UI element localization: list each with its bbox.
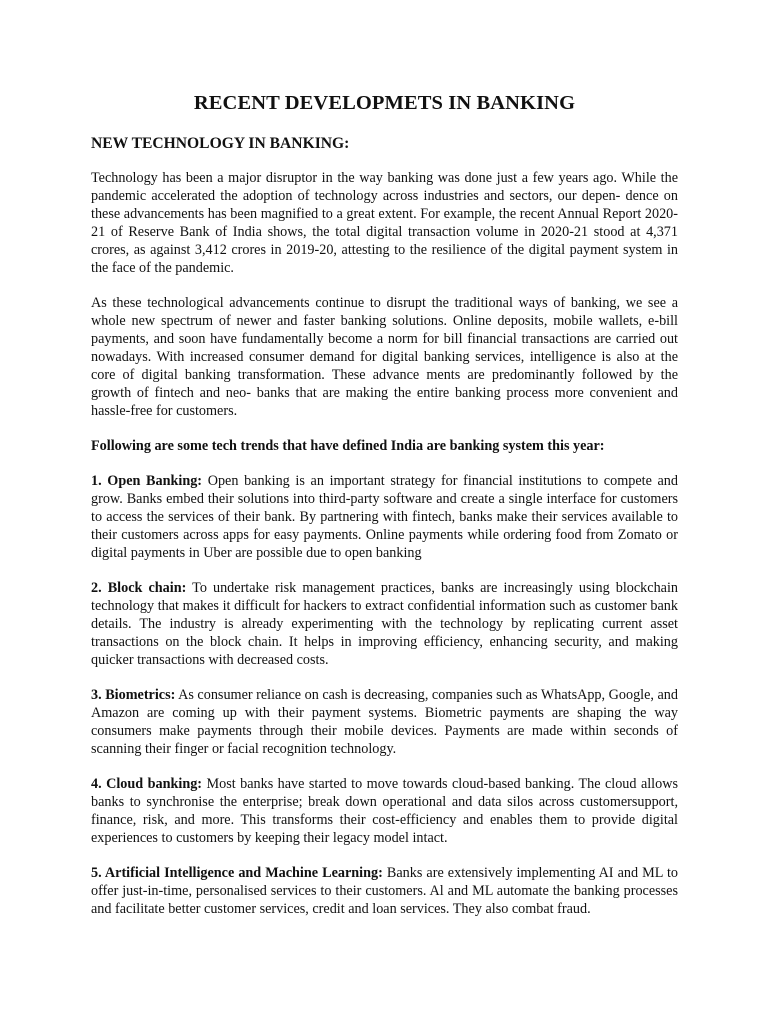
document-title: RECENT DEVELOPMETS IN BANKING xyxy=(193,92,576,114)
trend-body: Most banks have started to move towards cloud-based banking. The cloud allows banks to synchronise the enterprise; break down operational and data silos across customersupport, finance, risk, and more. This transforms their cost-efficiency and enables them to provide digital experiences to customers by keeping their legacy model intact. xyxy=(91,776,678,846)
intro-paragraph-1: Technology has been a major disruptor in the way banking was done just a few years ago. While the pandemic accelerated the adoption of technology across industries and sectors, our depen- dence on these advancements has been magnified to a great extent. For example, the recent Annual Report 2020-21 of Reserve Bank of India shows, the total digital transaction volume in 2020-21 stood at 4,371 crores, as against 3,412 crores in 2019-20, attesting to the resilience of the digital payment system in the face of the pandemic. xyxy=(91,170,678,276)
trend-cloud-banking xyxy=(91,775,678,847)
trend-title: 5. Artificial Intelligence and Machine Learning: xyxy=(91,865,383,881)
trend-biometrics xyxy=(91,686,678,758)
trend-open-banking xyxy=(91,472,678,562)
trends-intro: Following are some tech trends that have defined India are banking system this year: xyxy=(91,438,605,454)
trend-block-chain xyxy=(91,579,678,669)
trend-body: To undertake risk management practices, banks are increasingly using blockchain technology that makes it difficult for hackers to extract confidential information such as customer bank details. The industry is already experimenting with the technology by replicating current asset transactions on the block chain. It helps in improving efficiency, enhancing security, and making quicker transactions with decreased costs. xyxy=(91,580,678,668)
trend-title: 2. Block chain: xyxy=(91,580,187,596)
trend-body: Open banking is an important strategy for financial institutions to compete and grow. Banks embed their solutions into third-party software and create a single interface for customers to access the services of their bank. By partnering with fintech, banks make their services available to their customers across apps for easy payments. Online payments while ordering food from Zomato or digital payments in Uber are possible due to open banking xyxy=(91,473,678,561)
intro-paragraph-2: As these technological advancements continue to disrupt the traditional ways of banking, we see a whole new spectrum of newer and faster banking solutions. Online deposits, mobile wallets, e-bill payments, and soon have fundamentally become a norm for bill financial transactions are carried out nowadays. With increased consumer demand for digital banking services, intelligence is also at the core of digital banking transformation. These advance ments are predominantly followed by the growth of fintech and neo- banks that are making the entire banking process more convenient and hassle-free for customers. xyxy=(91,295,678,419)
trend-title: 3. Biometrics: xyxy=(91,687,176,703)
trend-body: As consumer reliance on cash is decreasing, companies such as WhatsApp, Google, and Amazon are coming up with their payment systems. Biometric payments are shaping the way consumers make payments through their mobile devices. Payments are made within seconds of scanning their finger or facial recognition technology. xyxy=(91,687,678,757)
section-heading: NEW TECHNOLOGY IN BANKING: xyxy=(91,135,350,152)
trend-body: Banks are extensively implementing AI and ML to offer just-in-time, personalised services to their customers. Al and ML automate the banking processes and facilitate better customer services, credit and loan services. They also combat fraud. xyxy=(91,865,678,917)
document-page xyxy=(91,92,678,935)
trend-ai-ml xyxy=(91,864,678,918)
trend-title: 4. Cloud banking: xyxy=(91,776,203,792)
trend-title: 1. Open Banking: xyxy=(91,473,203,489)
